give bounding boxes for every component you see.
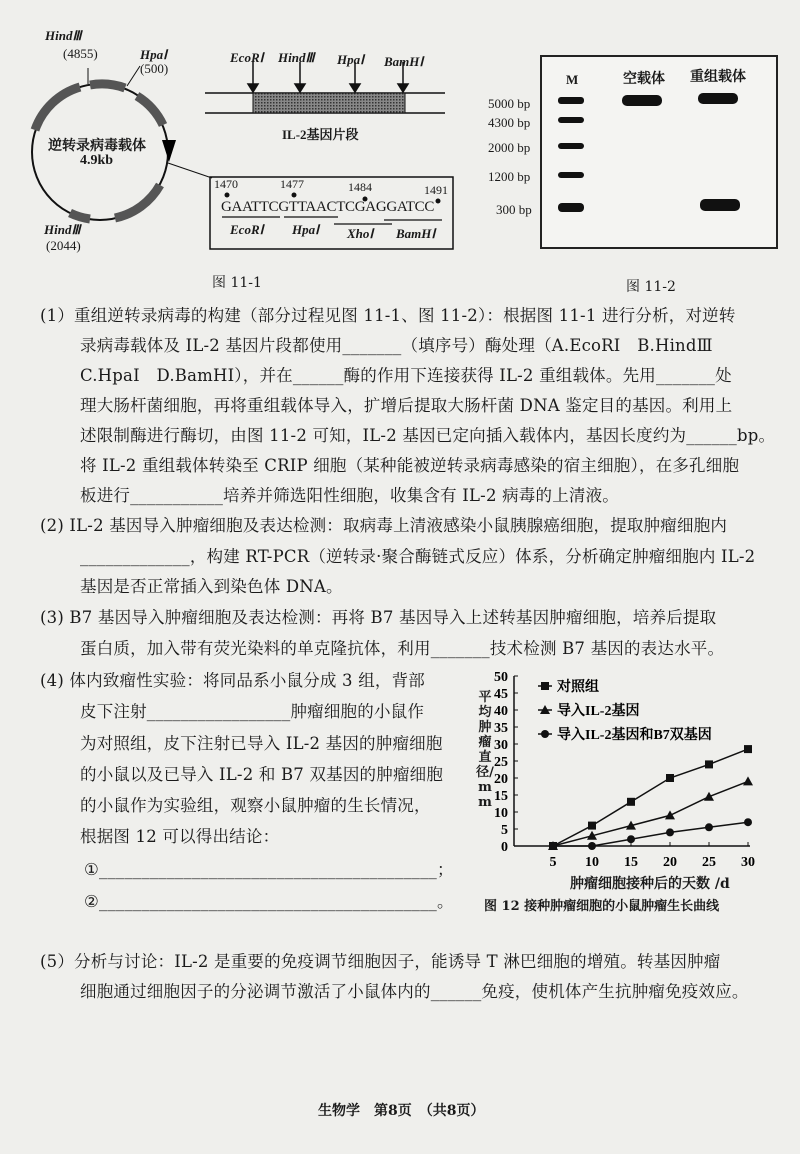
x-tick-label: 20 xyxy=(663,855,677,870)
legend-marker-square xyxy=(541,682,549,690)
marker-4300: 4300 bp xyxy=(488,115,531,130)
y-tick-label: 20 xyxy=(494,772,508,787)
x-tick-label: 15 xyxy=(624,855,638,870)
data-point-triangle xyxy=(743,776,753,785)
x-tick-label: 10 xyxy=(585,855,599,870)
page-footer: 生物学 第8页 （共8页） xyxy=(318,1103,485,1119)
y-tick-label: 5 xyxy=(501,823,508,838)
fragment-enzyme-ecori: EcoRⅠ xyxy=(230,50,264,65)
data-point-square xyxy=(705,760,713,768)
figure-11-1-caption: 图 11-1 xyxy=(212,275,262,291)
data-point-square xyxy=(627,798,635,806)
q2-line: (2) IL-2 基因导入肿瘤细胞及表达检测：取病毒上清液感染小鼠胰腺癌细胞，提取肿瘤细胞内 xyxy=(40,516,728,535)
q4-line: 为对照组，皮下注射已导入 IL-2 基因的肿瘤细胞 xyxy=(80,734,443,753)
marker-300: 300 bp xyxy=(496,202,532,217)
seq-site-ecori: EcoRⅠ xyxy=(230,222,264,237)
q3-line: 蛋白质，加入带有荧光染料的单克隆抗体，利用_______技术检测 B7 基因的表达水平。 xyxy=(80,639,725,658)
legend-marker-circle xyxy=(541,730,549,738)
data-point-circle xyxy=(744,818,752,826)
q1-line: 述限制酶进行酶切，由图 11-2 可知，IL-2 基因已定向插入载体内，基因长度约为______bp。 xyxy=(80,426,776,445)
data-point-circle xyxy=(627,835,635,843)
data-point-circle xyxy=(588,842,596,850)
seq-site-hpai: HpaⅠ xyxy=(292,222,319,237)
q4-line: 根据图 12 可以得出结论： xyxy=(80,827,280,846)
data-point-triangle xyxy=(665,810,675,819)
y-tick-label: 25 xyxy=(494,755,508,770)
marker-1200: 1200 bp xyxy=(488,169,531,184)
fragment-label: IL-2基因片段 xyxy=(282,127,359,142)
plasmid-size: 4.9kb xyxy=(80,153,114,168)
q1-line: 将 IL-2 重组载体转染至 CRIP 细胞（某种能被逆转录病毒感染的宿主细胞），在多孔细胞 xyxy=(80,456,740,475)
marker-5000: 5000 bp xyxy=(488,96,531,111)
data-point-circle xyxy=(705,823,713,831)
legend-label: 导入IL-2基因 xyxy=(557,704,640,719)
q1-line: C.HpaⅠ D.BamHⅠ），并在______酶的作用下连接获得 IL-2 重组载体。先用_______处 xyxy=(80,366,732,385)
q4-line: (4) 体内致瘤性实验：将同品系小鼠分成 3 组，背部 xyxy=(40,671,426,690)
q1-line: 理大肠杆菌细胞，再将重组载体导入，扩增后提取大肠杆菌 DNA 鉴定目的基因。利用上 xyxy=(80,396,733,415)
y-tick-label: 15 xyxy=(494,789,508,804)
y-tick-label: 0 xyxy=(501,840,508,855)
dna-sequence: GAATTCGTTAACTCGAGGATCC xyxy=(221,199,435,215)
y-tick-label: 40 xyxy=(494,704,508,719)
q5-line: (5）分析与讨论：IL-2 是重要的免疫调节细胞因子，能诱导 T 淋巴细胞的增殖。转基因肿瘤 xyxy=(40,952,721,971)
data-point-square xyxy=(666,774,674,782)
chart-title: 图 12 接种肿瘤细胞的小鼠肿瘤生长曲线 xyxy=(484,899,720,914)
q4-line: 皮下注射_________________肿瘤细胞的小鼠作 xyxy=(80,702,425,721)
fragment-enzyme-hpai: HpaⅠ xyxy=(337,52,364,67)
data-point-triangle xyxy=(704,792,714,801)
seq-site-xhoi: XhoⅠ xyxy=(347,226,374,241)
x-tick-label: 25 xyxy=(702,855,716,870)
hindiii-site-label: HindⅢ xyxy=(45,28,82,43)
y-tick-label: 10 xyxy=(494,806,508,821)
x-tick-label: 30 xyxy=(741,855,755,870)
lane-label-m: M xyxy=(566,72,579,87)
lane-label-empty-vector: 空载体 xyxy=(623,72,665,87)
q2-line: _____________，构建 RT-PCR（逆转录·聚合酶链式反应）体系，分析确定肿瘤细胞内 IL-2 xyxy=(80,547,756,566)
y-axis-label: 平均肿瘤直径/mm xyxy=(476,690,494,810)
hpai-site-label: HpaⅠ xyxy=(140,47,167,62)
legend-label: 对照组 xyxy=(557,680,599,695)
data-point-circle xyxy=(549,842,557,850)
q2-line: 基因是否正常插入到染色体 DNA。 xyxy=(80,577,343,596)
q1-line: 录病毒载体及 IL-2 基因片段都使用_______（填序号）酶处理（A.EcoRⅠ B.HindⅢ xyxy=(80,336,713,355)
q1-line: 板进行___________培养并筛选阳性细胞，收集含有 IL-2 病毒的上清液。 xyxy=(80,486,619,505)
q4-answer-1[interactable]: ①________________________________________； xyxy=(84,860,454,879)
hindiii-position-2: (2044) xyxy=(46,238,81,253)
fragment-enzyme-hindiii: HindⅢ xyxy=(278,50,315,65)
legend-label: 导入IL-2基因和B7双基因 xyxy=(557,728,712,743)
seq-pos-1477: 1477 xyxy=(280,177,304,191)
series-line-square xyxy=(553,749,748,846)
q5-line: 细胞通过细胞因子的分泌调节激活了小鼠体内的______免疫，使机体产生抗肿瘤免疫效应。 xyxy=(80,982,749,1001)
q4-line: 的小鼠以及已导入 IL-2 和 B7 双基因的肿瘤细胞 xyxy=(80,765,444,784)
seq-pos-1484: 1484 xyxy=(348,180,372,194)
hpai-position: (500) xyxy=(140,61,169,76)
y-tick-label: 45 xyxy=(494,687,508,702)
x-axis-label: 肿瘤细胞接种后的天数 /d xyxy=(570,876,730,892)
figure-11-2-caption: 图 11-2 xyxy=(626,279,676,295)
hindiii-site-label-2: HindⅢ xyxy=(44,222,81,237)
series-line-circle xyxy=(553,822,748,846)
seq-pos-1491: 1491 xyxy=(424,183,448,197)
q1-line: (1）重组逆转录病毒的构建（部分过程见图 11-1、图 11-2）：根据图 11-1 进行分析，对逆转 xyxy=(40,306,736,325)
data-point-circle xyxy=(666,828,674,836)
y-tick-label: 50 xyxy=(494,670,508,685)
q4-line: 的小鼠作为实验组，观察小鼠肿瘤的生长情况， xyxy=(80,796,431,815)
hindiii-position: (4855) xyxy=(63,46,98,61)
marker-2000: 2000 bp xyxy=(488,140,531,155)
seq-site-bamhi: BamHⅠ xyxy=(396,226,436,241)
x-tick-label: 5 xyxy=(549,855,557,870)
plasmid-name: 逆转录病毒载体 xyxy=(48,139,146,154)
q3-line: (3) B7 基因导入肿瘤细胞及表达检测：再将 B7 基因导入上述转基因肿瘤细胞，培养后提取 xyxy=(40,608,717,627)
data-point-square xyxy=(588,822,596,830)
q4-answer-2[interactable]: ②________________________________________。 xyxy=(84,892,454,911)
y-tick-label: 30 xyxy=(494,738,508,753)
data-point-square xyxy=(744,745,752,753)
fragment-enzyme-bamhi: BamHⅠ xyxy=(384,54,424,69)
y-tick-label: 35 xyxy=(494,721,508,736)
seq-pos-1470: 1470 xyxy=(214,177,238,191)
lane-label-recombinant-vector: 重组载体 xyxy=(690,70,746,85)
